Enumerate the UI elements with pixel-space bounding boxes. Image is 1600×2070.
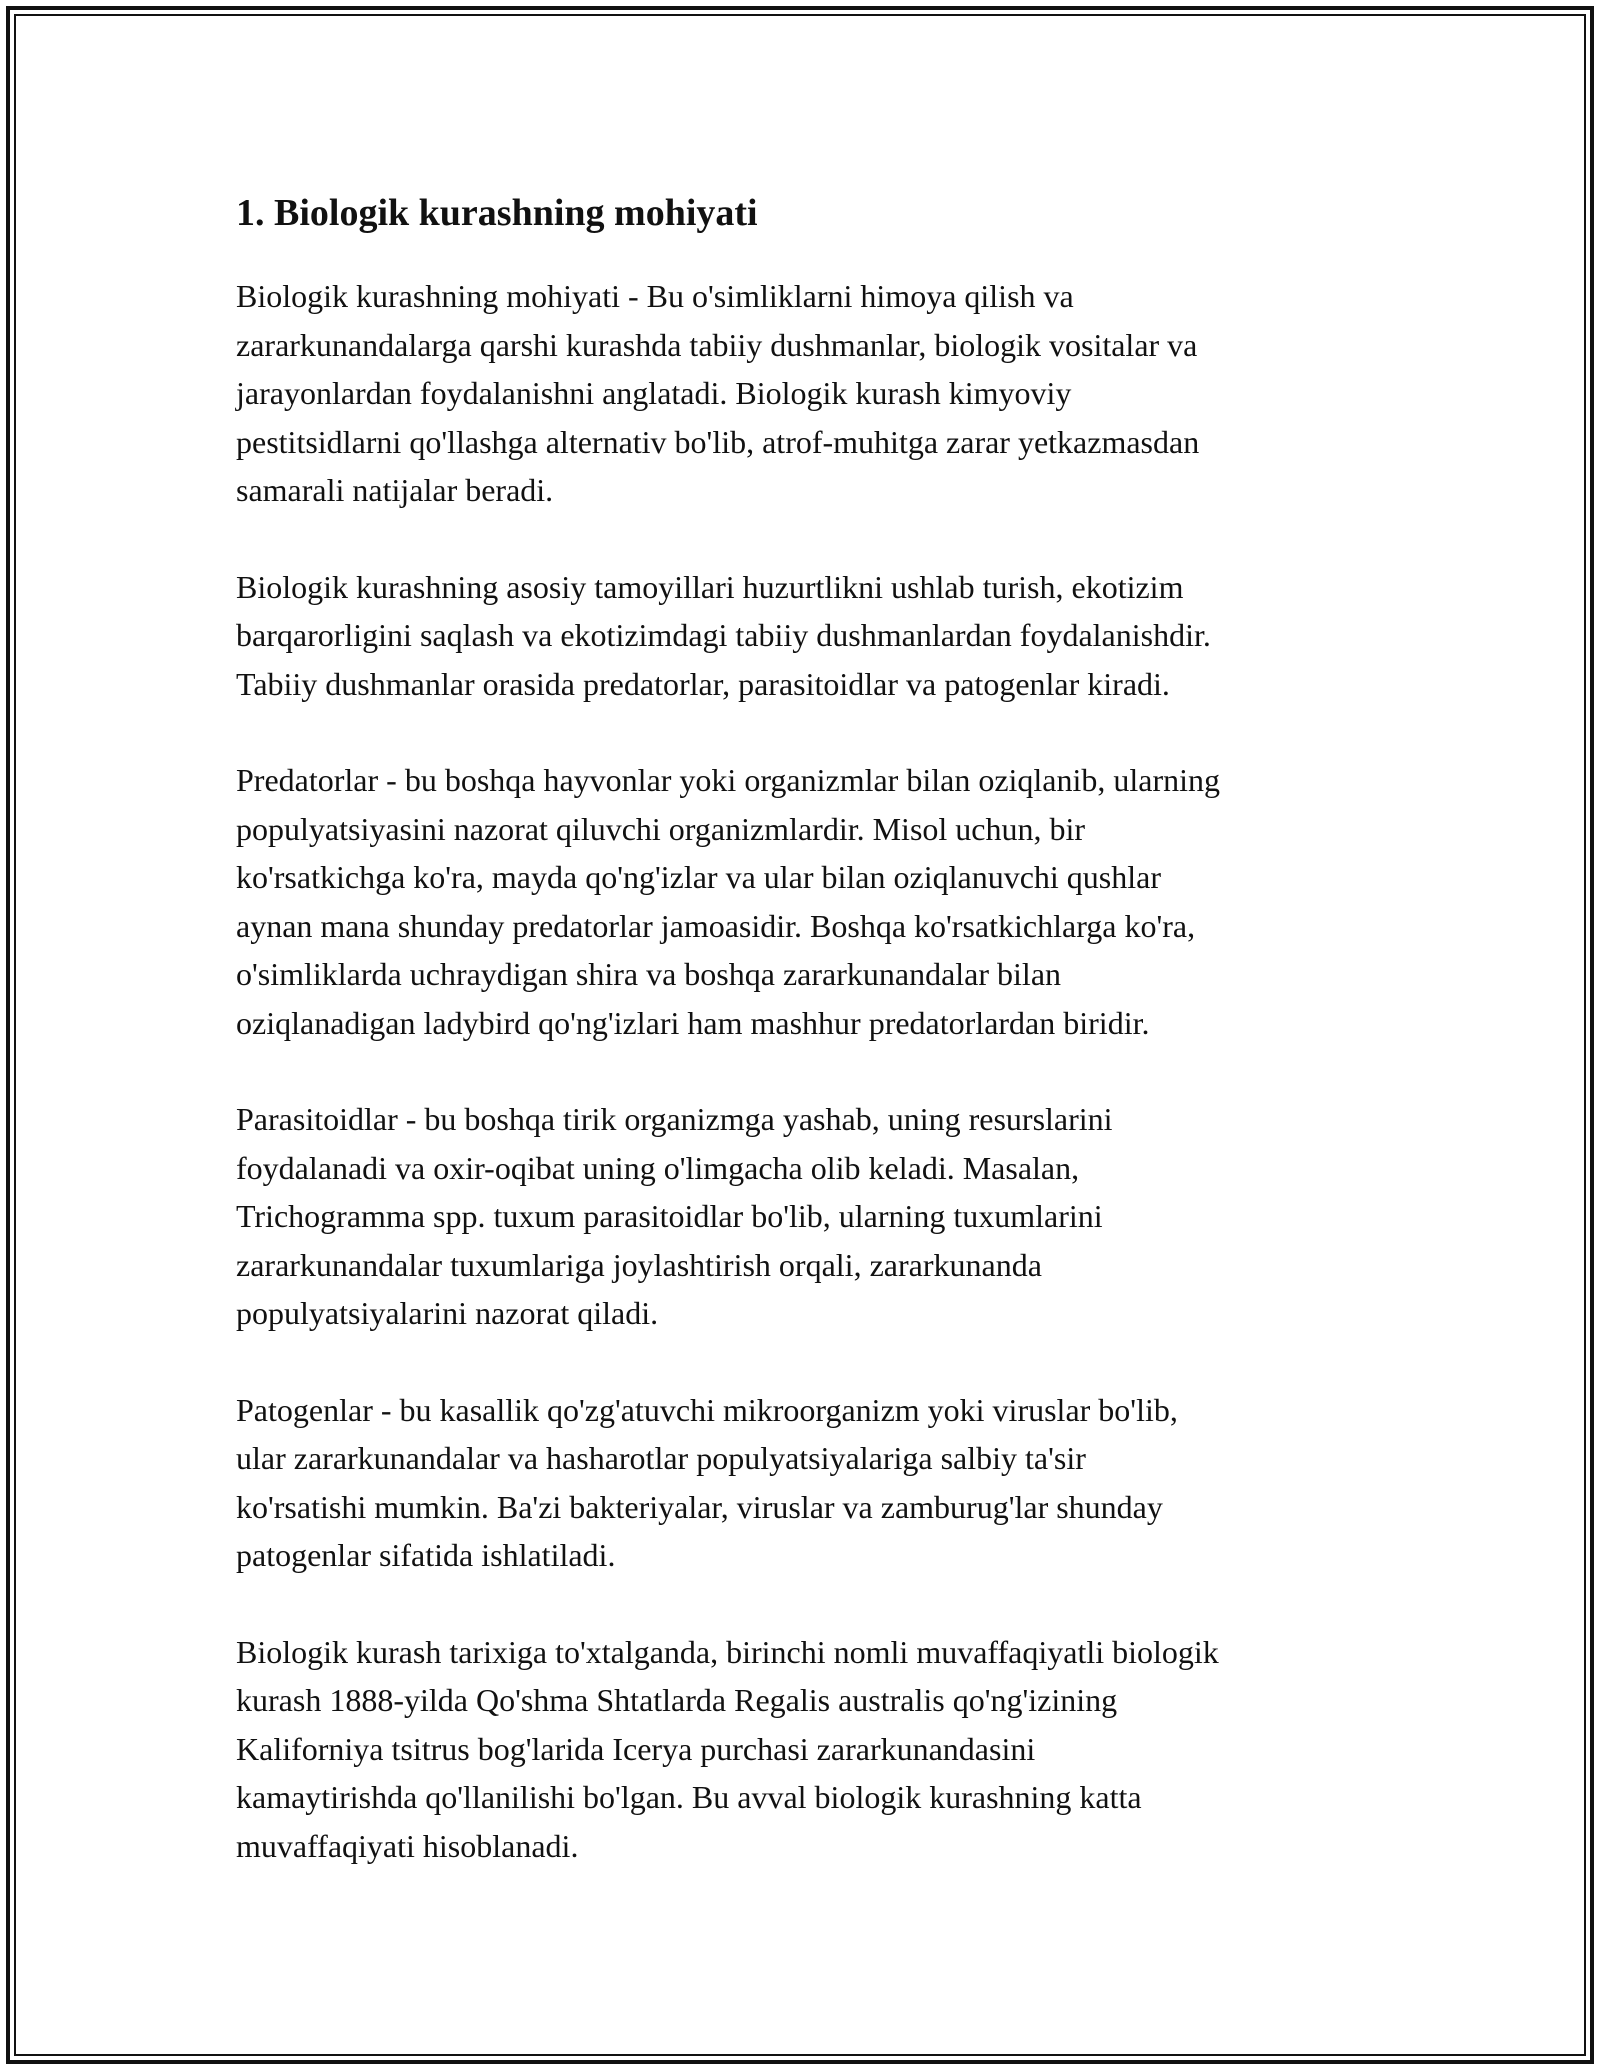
- document-title: 1. Biologik kurashning mohiyati: [236, 192, 758, 234]
- text-line: Biologik kurashning mohiyati - Bu o'simliklarni himoya qilish va: [236, 278, 1074, 314]
- text-line: kamaytirishda qo'llanilishi bo'lgan. Bu avval biologik kurashning katta: [236, 1779, 1142, 1815]
- text-line: o'simliklarda uchraydigan shira va boshqa zararkunandalar bilan: [236, 956, 1062, 992]
- text-line: jarayonlardan foydalanishni anglatadi. Biologik kurash kimyoviy: [236, 375, 1072, 411]
- text-line: Patogenlar - bu kasallik qo'zg'atuvchi mikroorganizm yoki viruslar bo'lib,: [236, 1391, 1178, 1428]
- text-line: zararkunandalar tuxumlariga joylashtirish orqali, zararkunanda: [236, 1246, 1042, 1283]
- text-line: foydalanadi va oxir-oqibat uning o'limgacha olib keladi. Masalan,: [236, 1149, 1080, 1186]
- text-line: Trichogramma spp. tuxum parasitoidlar bo'lib, ularning tuxumlarini: [236, 1198, 1103, 1234]
- text-line: populyatsiyalarini nazorat qiladi.: [236, 1295, 659, 1331]
- text-line: ko'rsatishi mumkin. Ba'zi bakteriyalar, viruslar va zamburug'lar shunday: [236, 1488, 1163, 1525]
- text-line: Predatorlar - bu boshqa hayvonlar yoki organizmlar bilan oziqlanib, ularning: [236, 762, 1221, 798]
- text-line: ko'rsatkichga ko'ra, mayda qo'ng'izlar va ular bilan oziqlanuvchi qushlar: [236, 859, 1161, 895]
- text-line: patogenlar sifatida ishlatiladi.: [236, 1537, 616, 1573]
- text-line: zararkunandalarga qarshi kurashda tabiiy dushmanlar, biologik vositalar va: [236, 326, 1198, 363]
- text-line: samarali natijalar beradi.: [236, 472, 554, 508]
- text-line: ular zararkunandalar va hasharotlar populyatsiyalariga salbiy ta'sir: [236, 1440, 1086, 1476]
- text-line: Tabiiy dushmanlar orasida predatorlar, parasitoidlar va patogenlar kiradi.: [236, 665, 1170, 702]
- text-line: Kaliforniya tsitrus bog'larida Icerya purchasi zararkunandasini: [236, 1730, 1036, 1767]
- paragraph-history: [236, 1628, 1380, 1871]
- text-line: oziqlanadigan ladybird qo'ng'izlari ham mashhur predatorlardan biridir.: [236, 1004, 1150, 1041]
- text-line: aynan mana shunday predatorlar jamoasidir. Boshqa ko'rsatkichlarga ko'ra,: [236, 907, 1196, 944]
- document-body: [236, 184, 1380, 1918]
- paragraph-principles: [236, 563, 1380, 709]
- text-line: Biologik kurash tarixiga to'xtalganda, birinchi nomli muvaffaqiyatli biologik: [236, 1633, 1219, 1670]
- text-line: barqarorligini saqlash va ekotizimdagi tabiiy dushmanlardan foydalanishdir.: [236, 617, 1211, 653]
- paragraph-predators: [236, 756, 1380, 1047]
- text-line: Parasitoidlar - bu boshqa tirik organizmga yashab, uning resurslarini: [236, 1101, 1113, 1137]
- text-line: Biologik kurashning asosiy tamoyillari huzurtlikni ushlab turish, ekotizim: [236, 568, 1184, 605]
- paragraph-pathogens: [236, 1386, 1380, 1580]
- text-line: muvaffaqiyati hisoblanadi.: [236, 1827, 579, 1864]
- text-line: pestitsidlarni qo'llashga alternativ bo'lib, atrof-muhitga zarar yetkazmasdan: [236, 423, 1200, 460]
- paragraph-parasitoids: [236, 1095, 1380, 1338]
- text-line: kurash 1888-yilda Qo'shma Shtatlarda Regalis australis qo'ng'izining: [236, 1682, 1118, 1718]
- paragraph-definition: [236, 272, 1380, 515]
- text-line: populyatsiyasini nazorat qiluvchi organizmlardir. Misol uchun, bir: [236, 810, 1086, 847]
